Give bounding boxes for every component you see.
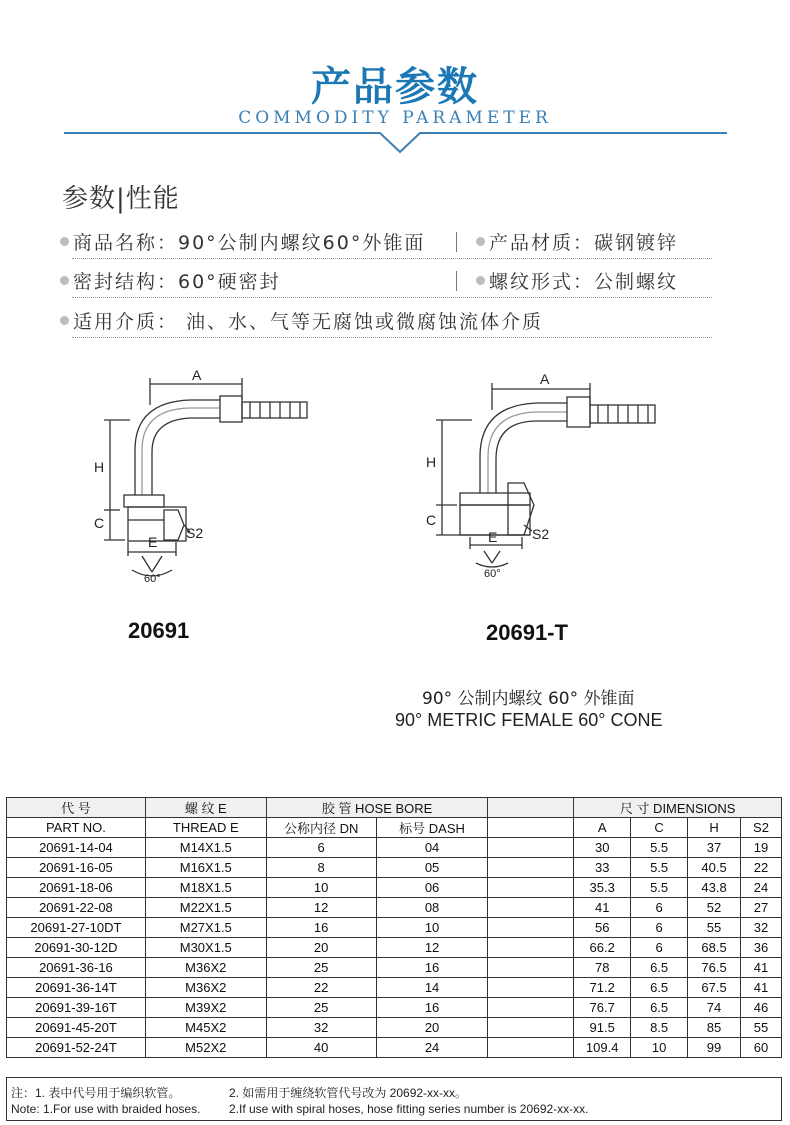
fitting-drawing-20691-t [412, 365, 672, 595]
cell-blank [488, 998, 574, 1018]
cell-h: 52 [688, 898, 741, 918]
dotted-separator [72, 297, 712, 298]
cell-c: 6.5 [631, 998, 688, 1018]
cell-dash: 24 [376, 1038, 488, 1058]
dim-c-label: C [426, 512, 437, 528]
cell-thread: M52X2 [145, 1038, 266, 1058]
cell-dn: 32 [266, 1018, 376, 1038]
cell-blank [488, 878, 574, 898]
cell-s2: 60 [741, 1038, 782, 1058]
cell-thread: M36X2 [145, 958, 266, 978]
dim-h-label: H [426, 454, 437, 470]
table-body [7, 838, 782, 1058]
cell-dash: 14 [376, 978, 488, 998]
cell-h: 68.5 [688, 938, 741, 958]
cell-a: 78 [574, 958, 631, 978]
fitting-drawing-20691 [80, 360, 330, 590]
dim-s2-label: S2 [186, 525, 204, 541]
table-row [7, 858, 782, 878]
cell-h: 85 [688, 1018, 741, 1038]
cell-a: 41 [574, 898, 631, 918]
cell-s2: 55 [741, 1018, 782, 1038]
section-title: 参数|性能 [62, 184, 180, 214]
cell-blank [488, 918, 574, 938]
cell-dn: 22 [266, 978, 376, 998]
cell-dn: 20 [266, 938, 376, 958]
bullet-icon [60, 237, 69, 246]
cell-part: 20691-22-08 [7, 898, 146, 918]
bullet-icon [60, 276, 69, 285]
table-row [7, 898, 782, 918]
cell-part: 20691-27-10DT [7, 918, 146, 938]
note-en-1: Note: 1.For use with braided hoses. [11, 1102, 201, 1116]
cell-dn: 16 [266, 918, 376, 938]
dim-a-label: A [540, 371, 550, 387]
title-underline [0, 0, 790, 170]
cell-blank [488, 958, 574, 978]
dim-e-label: E [148, 534, 158, 550]
cell-h: 76.5 [688, 958, 741, 978]
cell-s2: 46 [741, 998, 782, 1018]
cell-c: 6 [631, 898, 688, 918]
cell-thread: M22X1.5 [145, 898, 266, 918]
cell-dn: 6 [266, 838, 376, 858]
col-a: A [574, 818, 631, 838]
cell-c: 6.5 [631, 978, 688, 998]
col-part-en: PART NO. [7, 818, 146, 838]
cell-h: 74 [688, 998, 741, 1018]
cell-dn: 25 [266, 958, 376, 978]
col-thread-cn: 螺 纹 E [145, 798, 266, 818]
cell-c: 8.5 [631, 1018, 688, 1038]
cell-part: 20691-39-16T [7, 998, 146, 1018]
spec-seal: 密封结构：60°硬密封 [60, 267, 281, 294]
cell-dash: 12 [376, 938, 488, 958]
cell-c: 5.5 [631, 878, 688, 898]
cell-dash: 20 [376, 1018, 488, 1038]
cell-dash: 10 [376, 918, 488, 938]
cell-a: 66.2 [574, 938, 631, 958]
cell-h: 55 [688, 918, 741, 938]
cell-part: 20691-16-05 [7, 858, 146, 878]
col-blank [488, 798, 574, 818]
model-20691-t: 20691-T [486, 620, 568, 645]
cell-part: 20691-36-16 [7, 958, 146, 978]
col-dn: 公称内径 DN [266, 818, 376, 838]
cell-a: 91.5 [574, 1018, 631, 1038]
table-row [7, 958, 782, 978]
col-thread-en: THREAD E [145, 818, 266, 838]
dimension-table [6, 797, 782, 1058]
col-hose-bore: 胶 管 HOSE BORE [266, 798, 488, 818]
table-row [7, 938, 782, 958]
model-20691: 20691 [128, 618, 190, 643]
cell-a: 109.4 [574, 1038, 631, 1058]
dim-a-label: A [192, 367, 202, 383]
notes-box [6, 1077, 782, 1121]
col-dash: 标号 DASH [376, 818, 488, 838]
table-header-row [7, 818, 782, 838]
table-row [7, 998, 782, 1018]
dim-h-label: H [94, 459, 105, 475]
col-blank [488, 818, 574, 838]
cell-c: 10 [631, 1038, 688, 1058]
cell-h: 40.5 [688, 858, 741, 878]
cell-c: 5.5 [631, 838, 688, 858]
bullet-icon [476, 237, 485, 246]
col-h: H [688, 818, 741, 838]
page-title: 产品参数 [311, 64, 479, 110]
cell-thread: M39X2 [145, 998, 266, 1018]
cell-thread: M36X2 [145, 978, 266, 998]
divider [456, 271, 457, 291]
dim-s2-label: S2 [532, 526, 550, 542]
cell-blank [488, 1018, 574, 1038]
cell-blank [488, 898, 574, 918]
cell-part: 20691-52-24T [7, 1038, 146, 1058]
cell-h: 37 [688, 838, 741, 858]
cell-dash: 05 [376, 858, 488, 878]
cell-part: 20691-36-14T [7, 978, 146, 998]
cell-a: 33 [574, 858, 631, 878]
table-row [7, 1038, 782, 1058]
cell-s2: 36 [741, 938, 782, 958]
cell-dash: 04 [376, 838, 488, 858]
note-cn-2: 2. 如需用于缠绕软管代号改为 20692-xx-xx。 [229, 1086, 468, 1100]
angle-label: 60° [484, 568, 501, 580]
cell-blank [488, 1038, 574, 1058]
cell-thread: M16X1.5 [145, 858, 266, 878]
cell-c: 6 [631, 938, 688, 958]
cell-part: 20691-18-06 [7, 878, 146, 898]
page-subtitle: COMMODITY PARAMETER [238, 108, 552, 128]
cell-s2: 27 [741, 898, 782, 918]
cell-blank [488, 838, 574, 858]
cell-dn: 8 [266, 858, 376, 878]
cell-a: 56 [574, 918, 631, 938]
spec-material: 产品材质：碳钢镀锌 [476, 228, 678, 255]
col-part-cn: 代 号 [7, 798, 146, 818]
cell-s2: 19 [741, 838, 782, 858]
cell-s2: 41 [741, 978, 782, 998]
cell-blank [488, 858, 574, 878]
cell-a: 35.3 [574, 878, 631, 898]
col-dimensions: 尺 寸 DIMENSIONS [574, 798, 782, 818]
bullet-icon [60, 316, 69, 325]
cell-a: 71.2 [574, 978, 631, 998]
cell-thread: M18X1.5 [145, 878, 266, 898]
col-s2: S2 [741, 818, 782, 838]
angle-label: 60° [144, 573, 161, 585]
cell-dash: 16 [376, 998, 488, 1018]
cell-s2: 32 [741, 918, 782, 938]
cell-c: 5.5 [631, 858, 688, 878]
cell-s2: 41 [741, 958, 782, 978]
dotted-separator [72, 258, 712, 259]
cell-part: 20691-30-12D [7, 938, 146, 958]
cell-c: 6.5 [631, 958, 688, 978]
table-header-row [7, 798, 782, 818]
cell-dash: 08 [376, 898, 488, 918]
cell-dn: 25 [266, 998, 376, 1018]
table-row [7, 1018, 782, 1038]
cell-dn: 40 [266, 1038, 376, 1058]
dim-c-label: C [94, 515, 105, 531]
cell-c: 6 [631, 918, 688, 938]
cell-thread: M30X1.5 [145, 938, 266, 958]
cell-s2: 24 [741, 878, 782, 898]
cell-blank [488, 938, 574, 958]
cell-h: 43.8 [688, 878, 741, 898]
cell-dash: 16 [376, 958, 488, 978]
cell-thread: M45X2 [145, 1018, 266, 1038]
cell-h: 99 [688, 1038, 741, 1058]
cell-thread: M14X1.5 [145, 838, 266, 858]
bullet-icon [476, 276, 485, 285]
cell-dash: 06 [376, 878, 488, 898]
spec-thread-type: 螺纹形式：公制螺纹 [476, 267, 678, 294]
table-row [7, 878, 782, 898]
cell-blank [488, 978, 574, 998]
cell-a: 30 [574, 838, 631, 858]
cell-thread: M27X1.5 [145, 918, 266, 938]
cell-a: 76.7 [574, 998, 631, 1018]
spec-media: 适用介质： 油、水、气等无腐蚀或微腐蚀流体介质 [60, 307, 543, 334]
table-row [7, 838, 782, 858]
cell-s2: 22 [741, 858, 782, 878]
cell-part: 20691-14-04 [7, 838, 146, 858]
cell-dn: 10 [266, 878, 376, 898]
description-en: 90° METRIC FEMALE 60° CONE [395, 710, 663, 730]
cell-h: 67.5 [688, 978, 741, 998]
dim-e-label: E [488, 529, 498, 545]
cell-dn: 12 [266, 898, 376, 918]
note-cn-1: 注：1. 表中代号用于编织软管。 [11, 1086, 181, 1100]
note-en-2: 2.If use with spiral hoses, hose fitting series number is 20692-xx-xx. [229, 1102, 589, 1116]
spec-product-name: 商品名称：90°公制内螺纹60°外锥面 [60, 228, 425, 255]
table-row [7, 978, 782, 998]
table-row [7, 918, 782, 938]
description-cn: 90° 公制内螺纹 60° 外锥面 [422, 689, 635, 709]
cell-part: 20691-45-20T [7, 1018, 146, 1038]
divider [456, 232, 457, 252]
dotted-separator [72, 337, 712, 338]
col-c: C [631, 818, 688, 838]
